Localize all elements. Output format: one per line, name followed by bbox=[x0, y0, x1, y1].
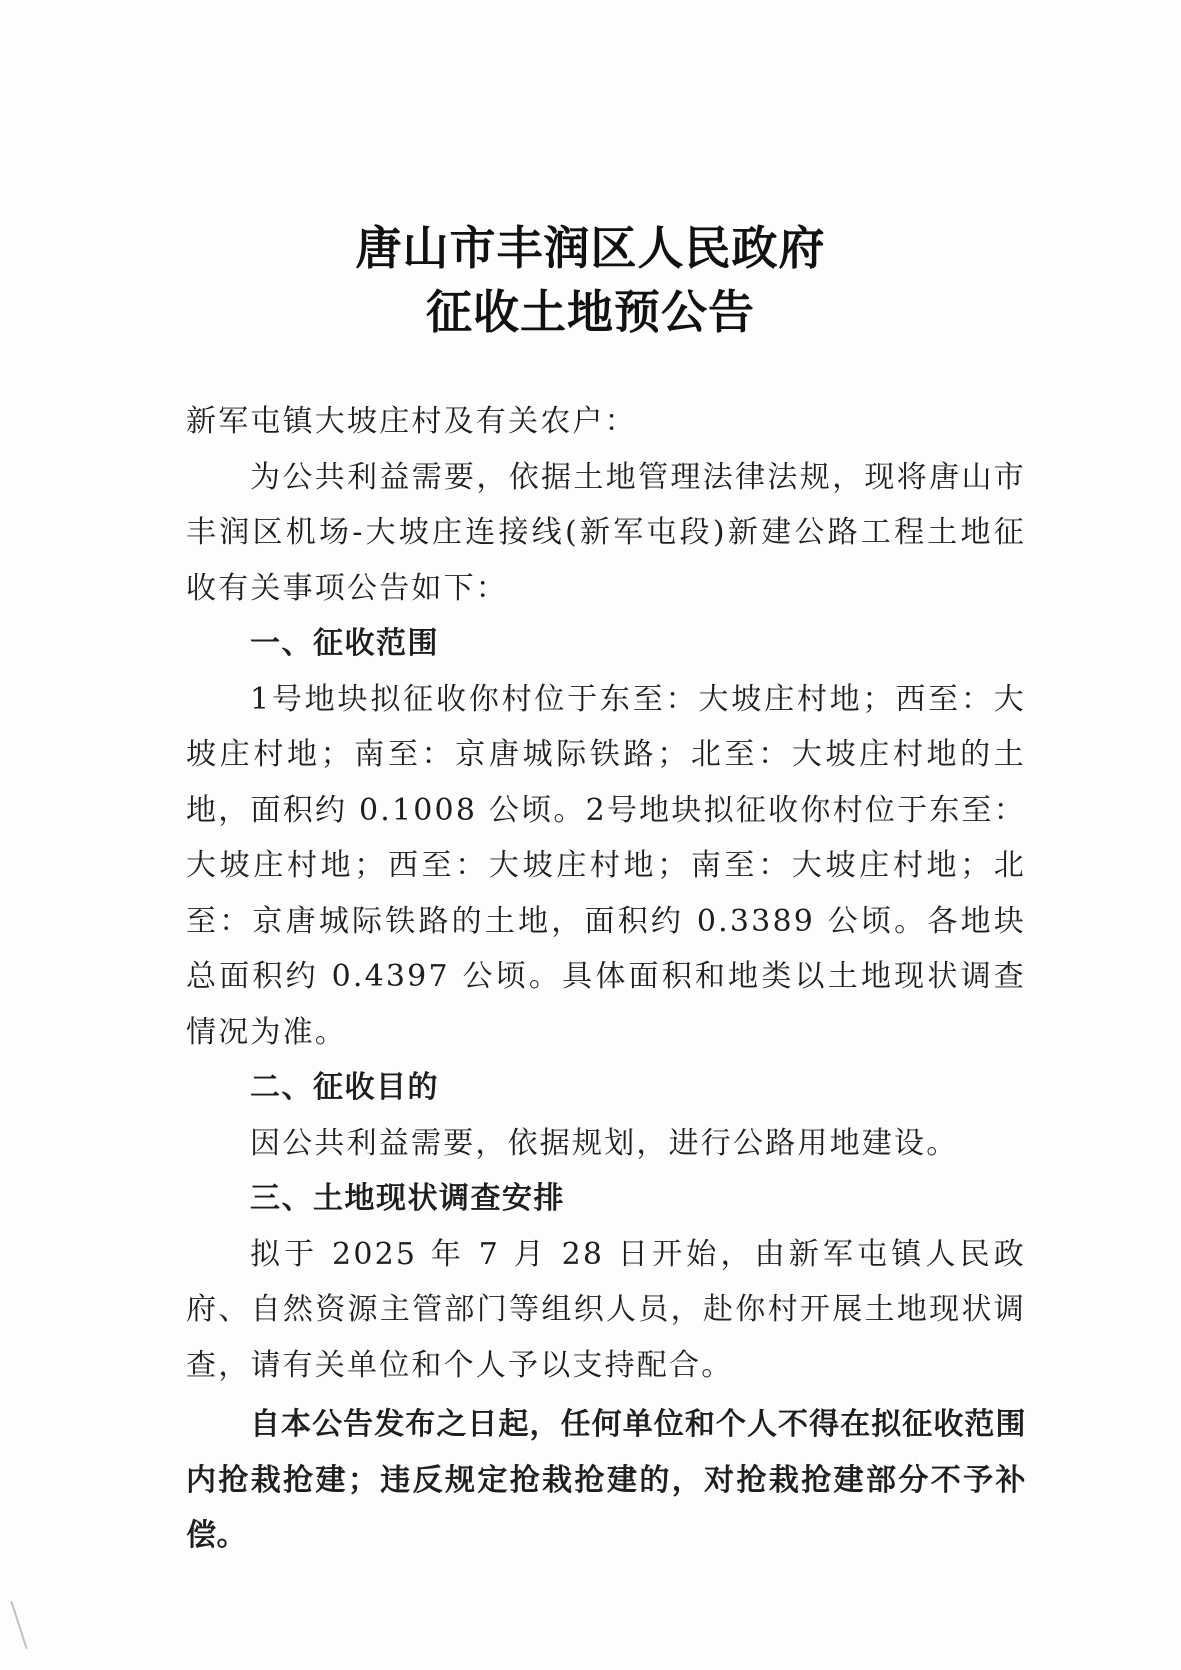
scan-artifact-line bbox=[10, 1601, 27, 1649]
prohibition-notice: 自本公告发布之日起，任何单位和个人不得在拟征收范围内抢栽抢建；违反规定抢栽抢建的，对抢栽抢建部分不予补偿。 bbox=[186, 1407, 1026, 1553]
document-body bbox=[186, 394, 1026, 1564]
section-heading-scope: 一、征收范围 bbox=[250, 626, 439, 661]
section-body-scope: 1号地块拟征收你村位于东至：大坡庄村地；西至：大坡庄村地；南至：京唐城际铁路；北至：大坡庄村地的土地，面积约 0.1008 公顷。2号地块拟征收你村位于东至：大坡庄村地；西至：大坡庄村地；南至：大坡庄村地；北至：京唐城际铁路的土地，面积约 0.3389 公顷。各地块总面积约 0.4397 公顷。具体面积和地类以土地现状调查情况为准。 bbox=[186, 681, 1026, 1050]
document-title-line-2: 征收土地预公告 bbox=[426, 285, 755, 339]
salutation: 新军屯镇大坡庄村及有关农户： bbox=[186, 404, 637, 439]
section-heading-purpose: 二、征收目的 bbox=[250, 1070, 439, 1105]
section-heading-survey: 三、土地现状调查安排 bbox=[250, 1181, 565, 1216]
intro-paragraph: 为公共利益需要，依据土地管理法律法规，现将唐山市丰润区机场-大坡庄连接线(新军屯段)新建公路工程土地征收有关事项公告如下： bbox=[186, 459, 1026, 606]
document-title-line-1: 唐山市丰润区人民政府 bbox=[355, 221, 826, 275]
section-body-survey: 拟于 2025 年 7 月 28 日开始，由新军屯镇人民政府、自然资源主管部门等组织人员，赴你村开展土地现状调查，请有关单位和个人予以支持配合。 bbox=[186, 1236, 1026, 1383]
section-body-purpose: 因公共利益需要，依据规划，进行公路用地建设。 bbox=[250, 1125, 959, 1161]
